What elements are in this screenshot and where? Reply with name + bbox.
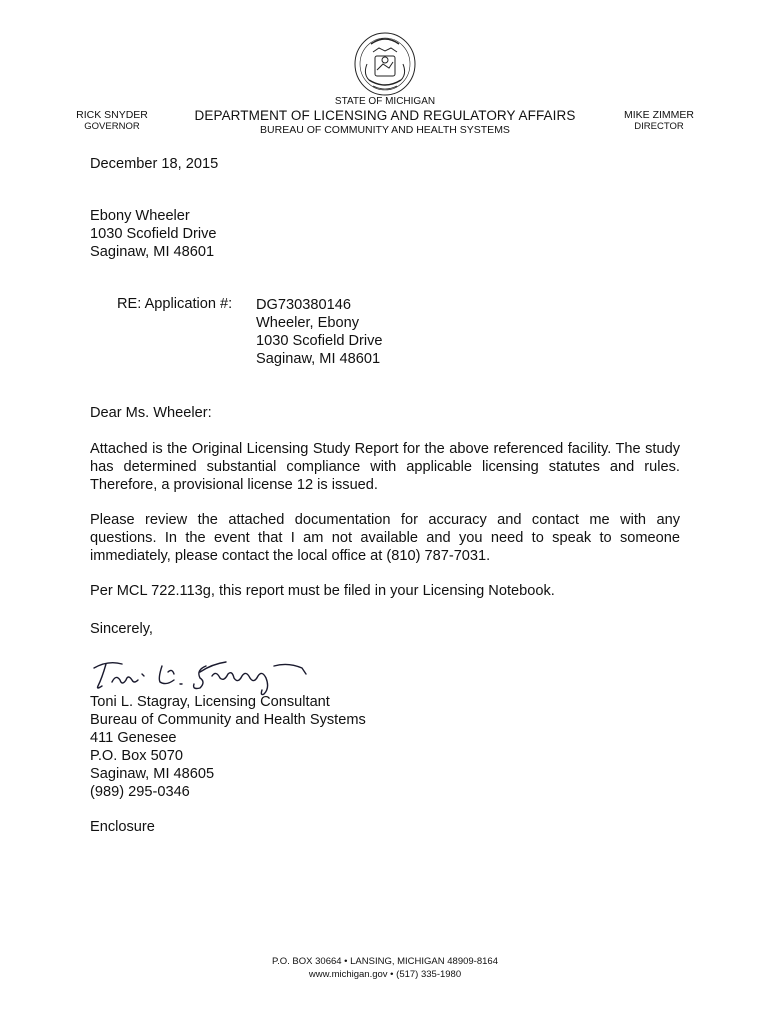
greeting: Dear Ms. Wheeler: (90, 405, 212, 421)
bureau-name: BUREAU OF COMMUNITY AND HEALTH SYSTEMS (260, 124, 510, 136)
recipient-line: Ebony Wheeler (90, 208, 190, 224)
body-paragraph-2: Please review the attached documentation for accuracy and contact me with any questions. In the event that I am not available and you need to speak to someone immediately, please contact the local office at (810) 787-7031. (90, 512, 680, 564)
footer-address: P.O. BOX 30664 • LANSING, MICHIGAN 48909-8164 (272, 956, 498, 967)
body-paragraph-1: Attached is the Original Licensing Study Report for the above referenced facility. The study has determined substantial compliance with applicable licensing statutes and rules. Therefore, a provisional license 12 is issued. (90, 441, 680, 493)
re-details (256, 296, 383, 368)
sender-line: (989) 295-0346 (90, 784, 190, 800)
director-name: MIKE ZIMMER (624, 109, 694, 121)
re-line: Saginaw, MI 48601 (256, 351, 381, 367)
state-name: STATE OF MICHIGAN (334, 96, 436, 107)
sender-line: 411 Genesee (90, 730, 177, 746)
re-label: RE: Application #: (117, 296, 233, 312)
director-block (619, 109, 699, 133)
enclosure-note: Enclosure (90, 819, 155, 835)
governor-block (72, 109, 152, 133)
application-number: DG730380146 (256, 297, 351, 313)
recipient-line: Saginaw, MI 48601 (90, 244, 215, 260)
state-seal-icon (353, 30, 417, 96)
footer-contact: www.michigan.gov • (517) 335-1980 (308, 969, 462, 980)
sender-block (90, 693, 366, 801)
governor-name: RICK SNYDER (76, 109, 148, 121)
sender-line: Bureau of Community and Health Systems (90, 712, 366, 728)
director-title: DIRECTOR (634, 121, 684, 132)
sender-line: P.O. Box 5070 (90, 748, 184, 764)
recipient-address (90, 207, 217, 261)
re-line: 1030 Scofield Drive (256, 333, 383, 349)
letter-date: December 18, 2015 (90, 156, 219, 172)
governor-title: GOVERNOR (84, 121, 140, 132)
recipient-line: 1030 Scofield Drive (90, 226, 217, 242)
re-line: Wheeler, Ebony (256, 315, 360, 331)
signature-image (88, 652, 318, 698)
sender-line: Toni L. Stagray, Licensing Consultant (90, 694, 330, 710)
body-paragraph-3: Per MCL 722.113g, this report must be filed in your Licensing Notebook. (90, 583, 555, 599)
closing: Sincerely, (90, 621, 153, 637)
sender-line: Saginaw, MI 48605 (90, 766, 215, 782)
department-name: DEPARTMENT OF LICENSING AND REGULATORY AFFAIRS (194, 108, 576, 123)
